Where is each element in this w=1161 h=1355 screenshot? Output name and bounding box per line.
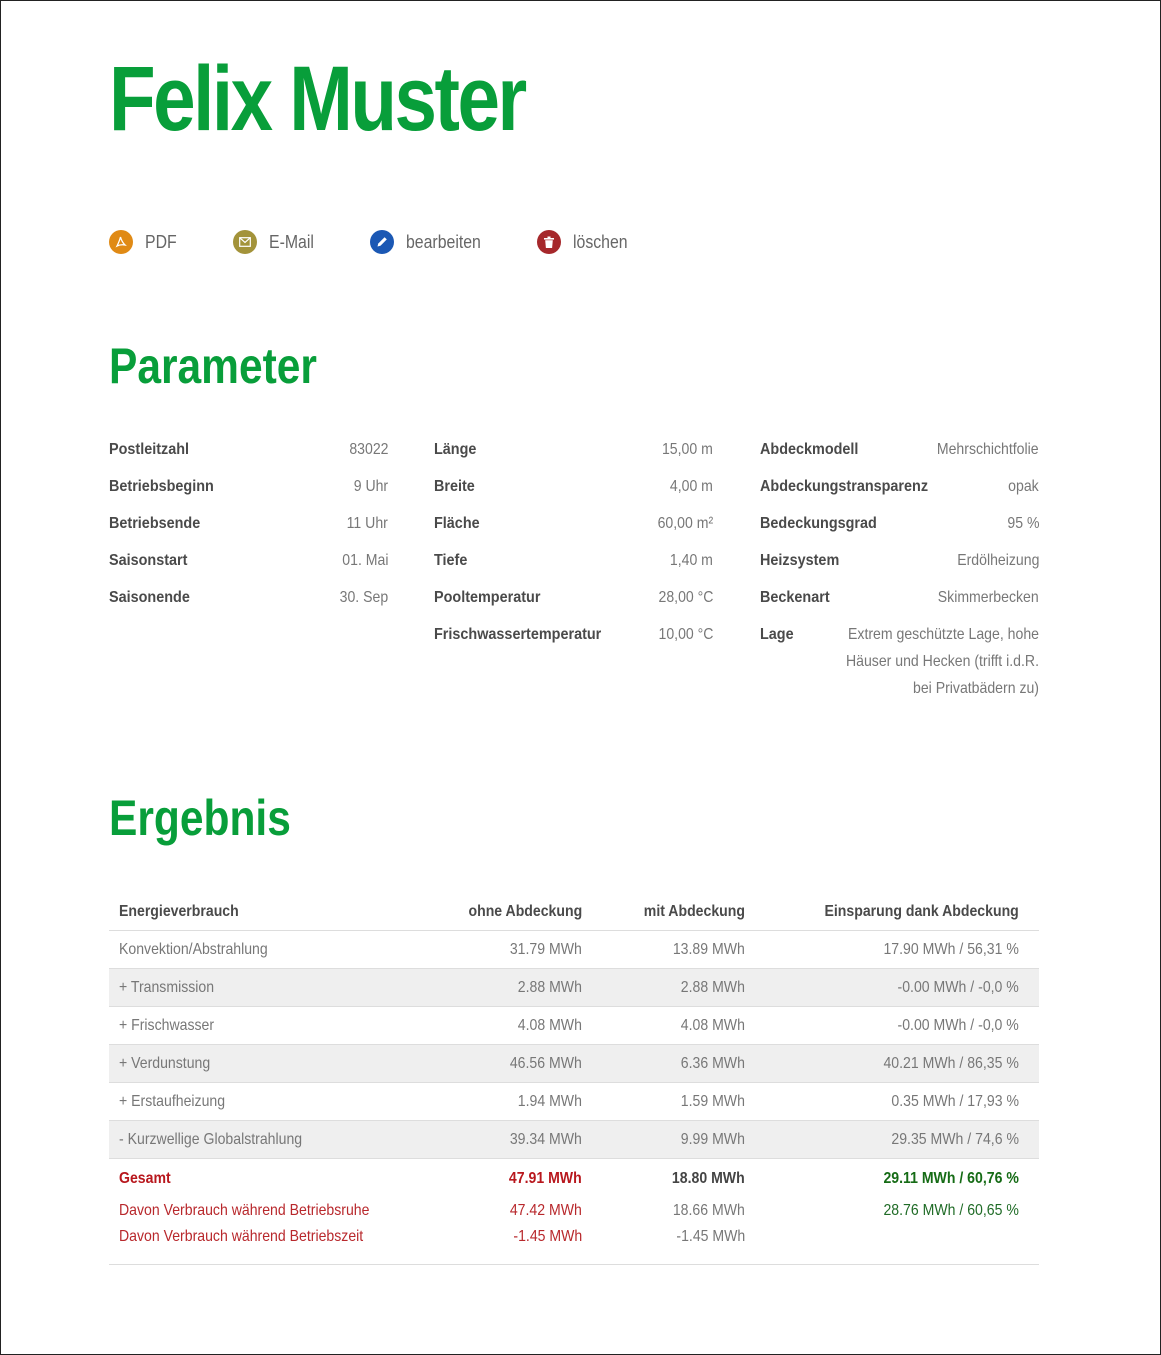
cell-text: 39.34 MWh: [510, 1130, 582, 1148]
pdf-button[interactable]: [109, 230, 181, 254]
table-row: [109, 1121, 1039, 1159]
param-label: Abdeckmodell: [760, 441, 859, 458]
column-header: [109, 893, 430, 931]
pencil-icon: [370, 230, 394, 254]
param-label: Abdeckungstransparenz: [760, 478, 929, 495]
param-label: Fläche: [434, 515, 480, 532]
cell-text: 1.94 MWh: [517, 1092, 582, 1110]
param-label: Beckenart: [760, 589, 830, 606]
table-cell: [430, 1197, 602, 1224]
cell-text: 2.88 MWh: [517, 978, 582, 996]
table-cell: [430, 1045, 602, 1083]
cell-text: 4.08 MWh: [680, 1016, 745, 1034]
param-value: 4,00 m: [669, 478, 713, 495]
table-row: [109, 1045, 1039, 1083]
cell-text: Konvektion/Abstrahlung: [119, 940, 268, 958]
parameter-column-2: [434, 441, 713, 663]
table-cell: [602, 1045, 765, 1083]
table-cell: [765, 1121, 1039, 1159]
table-cell: [602, 1224, 765, 1265]
table-row: [109, 1007, 1039, 1045]
param-value: 1,40 m: [669, 552, 713, 569]
pdf-label: PDF: [145, 231, 177, 252]
table-cell: [109, 1197, 430, 1224]
param-row: [434, 552, 713, 589]
cell-text: 9.99 MWh: [680, 1130, 745, 1148]
cell-text: -0.00 MWh / -0,0 %: [897, 978, 1019, 996]
param-value: opak: [1008, 478, 1039, 495]
param-value: Erdölheizung: [956, 552, 1039, 569]
param-value: Mehrschichtfolie: [937, 441, 1039, 458]
total-row: [109, 1159, 1039, 1198]
table-cell: [765, 1197, 1039, 1224]
table-cell: [602, 1159, 765, 1198]
param-value: 83022: [348, 441, 388, 458]
column-header-label: Einsparung dank Abdeckung: [824, 902, 1019, 920]
cell-text: 40.21 MWh / 86,35 %: [883, 1054, 1019, 1072]
param-label: Postleitzahl: [109, 441, 190, 458]
table-cell: [109, 1121, 430, 1159]
table-header-row: [109, 893, 1039, 931]
table-cell: [602, 1083, 765, 1121]
param-row: [109, 515, 388, 552]
edit-label: bearbeiten: [406, 231, 481, 252]
table-row: [109, 969, 1039, 1007]
cell-text: - Kurzwellige Globalstrahlung: [119, 1130, 303, 1148]
param-label: Länge: [434, 441, 477, 458]
subtotal-row: [109, 1197, 1039, 1224]
parameter-column-1: [109, 441, 388, 626]
email-button[interactable]: [233, 230, 320, 254]
results-table: [109, 893, 1039, 1265]
param-label: Saisonstart: [109, 552, 188, 569]
param-row: [109, 441, 388, 478]
column-header: [765, 893, 1039, 931]
table-cell: [109, 969, 430, 1007]
cell-text: 6.36 MWh: [680, 1054, 745, 1072]
pdf-icon: [109, 230, 133, 254]
param-row: [109, 478, 388, 515]
cell-text: 29.35 MWh / 74,6 %: [891, 1130, 1019, 1148]
table-cell: [765, 1083, 1039, 1121]
table-cell: [765, 969, 1039, 1007]
param-row: [434, 626, 713, 663]
param-label: Saisonende: [109, 589, 190, 606]
table-cell: [602, 1197, 765, 1224]
table-cell: [109, 1045, 430, 1083]
table-cell: [765, 1007, 1039, 1045]
parameter-heading: Parameter: [109, 338, 317, 394]
table-cell: [109, 1083, 430, 1121]
cell-text: Davon Verbrauch während Betriebsruhe: [119, 1201, 370, 1219]
table-cell: [602, 1007, 765, 1045]
table-cell: [430, 931, 602, 969]
cell-text: 2.88 MWh: [680, 978, 745, 996]
cell-text: + Frischwasser: [119, 1016, 215, 1034]
param-value: 01. Mai: [341, 552, 388, 569]
column-header-label: mit Abdeckung: [643, 902, 745, 920]
cell-text: 46.56 MWh: [510, 1054, 582, 1072]
cell-text: 17.90 MWh / 56,31 %: [883, 940, 1019, 958]
param-row: [760, 626, 1039, 702]
table-cell: [765, 931, 1039, 969]
param-row: [760, 441, 1039, 478]
param-row: [434, 589, 713, 626]
param-row: [760, 515, 1039, 552]
param-value: 9 Uhr: [353, 478, 388, 495]
delete-button[interactable]: [537, 230, 635, 254]
table-row: [109, 931, 1039, 969]
cell-text: Davon Verbrauch während Betriebszeit: [119, 1228, 364, 1245]
delete-label: löschen: [573, 231, 628, 252]
cell-text: 4.08 MWh: [517, 1016, 582, 1034]
cell-text: 31.79 MWh: [510, 940, 582, 958]
mail-icon: [233, 230, 257, 254]
param-label: Bedeckungsgrad: [760, 515, 877, 532]
param-row: [760, 552, 1039, 589]
table-cell: [430, 969, 602, 1007]
param-row: [434, 441, 713, 478]
table-cell: [430, 1121, 602, 1159]
table-cell: [602, 1121, 765, 1159]
table-cell: [430, 1224, 602, 1265]
param-label: Heizsystem: [760, 552, 840, 569]
param-value: 11 Uhr: [346, 515, 388, 532]
param-label: Pooltemperatur: [434, 589, 541, 606]
cell-text: Gesamt: [119, 1170, 171, 1187]
ergebnis-heading: Ergebnis: [109, 790, 291, 846]
cell-text: -1.45 MWh: [676, 1228, 745, 1245]
param-label: Betriebsbeginn: [109, 478, 214, 495]
param-row: [760, 478, 1039, 515]
param-value: 30. Sep: [339, 589, 388, 606]
column-header-label: Energieverbrauch: [119, 902, 239, 920]
trash-icon: [537, 230, 561, 254]
param-value: 95 %: [1006, 515, 1039, 532]
param-value: 15,00 m: [662, 441, 713, 458]
table-cell: [109, 1224, 430, 1265]
table-cell: [765, 1224, 1039, 1265]
column-header: [430, 893, 602, 931]
cell-text: + Erstaufheizung: [119, 1092, 226, 1110]
parameter-column-3: [760, 441, 1039, 702]
cell-text: + Verdunstung: [119, 1054, 211, 1072]
cell-text: 47.42 MWh: [510, 1201, 582, 1219]
column-header: [602, 893, 765, 931]
cell-text: 18.66 MWh: [673, 1201, 745, 1219]
param-row: [434, 515, 713, 552]
param-label: Betriebsende: [109, 515, 201, 532]
cell-text: 13.89 MWh: [673, 940, 745, 958]
param-value: 28,00 °C: [658, 589, 713, 606]
cell-text: 0.35 MWh / 17,93 %: [891, 1092, 1019, 1110]
cell-text: -0.00 MWh / -0,0 %: [897, 1016, 1019, 1034]
cell-text: 47.91 MWh: [509, 1170, 582, 1187]
table-cell: [430, 1159, 602, 1198]
table-cell: [430, 1083, 602, 1121]
param-row: [434, 478, 713, 515]
edit-button[interactable]: [370, 230, 491, 254]
param-row: [109, 589, 388, 626]
table-cell: [109, 1007, 430, 1045]
cell-text: 28.76 MWh / 60,65 %: [883, 1201, 1019, 1219]
cell-text: + Transmission: [119, 978, 215, 996]
column-header-label: ohne Abdeckung: [468, 902, 582, 920]
param-label: Lage: [760, 626, 794, 643]
table-cell: [109, 931, 430, 969]
table-cell: [602, 969, 765, 1007]
page-title: Felix Muster: [109, 48, 525, 150]
param-label: Frischwassertemperatur: [434, 626, 602, 643]
table-cell: [765, 1159, 1039, 1198]
param-value: 60,00 m²: [657, 515, 713, 532]
param-label: Tiefe: [434, 552, 468, 569]
cell-text: -1.45 MWh: [513, 1228, 582, 1245]
cell-text: 18.80 MWh: [672, 1170, 745, 1187]
cell-text: 1.59 MWh: [680, 1092, 745, 1110]
email-label: E-Mail: [269, 231, 314, 252]
param-value: Skimmerbecken: [938, 589, 1039, 606]
table-cell: [765, 1045, 1039, 1083]
table-cell: [430, 1007, 602, 1045]
subtotal-row: [109, 1224, 1039, 1265]
param-value: 10,00 °C: [658, 626, 713, 643]
table-row: [109, 1083, 1039, 1121]
param-value: Extrem geschützte Lage, hohe Häuser und Hecken (trifft i.d.R. bei Privatbädern zu): [845, 626, 1039, 697]
param-row: [109, 552, 388, 589]
table-cell: [602, 931, 765, 969]
table-cell: [109, 1159, 430, 1198]
cell-text: 29.11 MWh / 60,76 %: [883, 1170, 1019, 1187]
param-label: Breite: [434, 478, 475, 495]
